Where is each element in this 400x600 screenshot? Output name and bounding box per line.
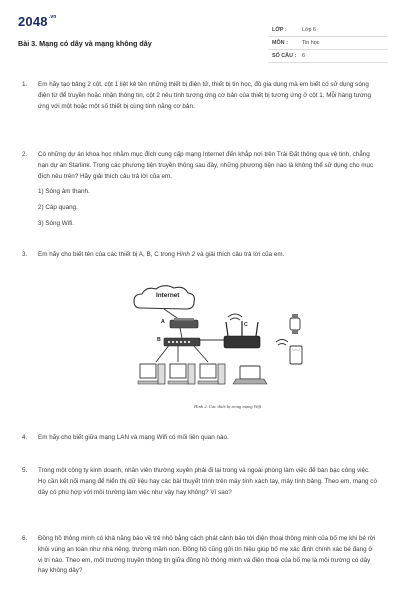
question-text: Có những dự án khoa học nhằm mục đích cung cấp mạng Internet đến khắp nơi trên Trái Đất thông qua vệ tinh, chẳng hạn dự án Starlink. Trong các phương tiện truyền thông sau đây, những phương tiện nào là không thể sử dụng cho mục đích nêu trên? Hãy giải thích câu trả lời của em. (38, 151, 374, 180)
label-a: A (161, 319, 165, 325)
figure-reference: Hình 2 (176, 251, 196, 258)
question-text-part: Em hãy cho biết tên của các thiết bị A, B, C trong (38, 251, 177, 258)
cable-lines (156, 309, 232, 362)
meta-row-class (268, 24, 388, 37)
meta-label: SỐ CÂU : (272, 53, 297, 59)
smartphone-icon (290, 346, 302, 364)
meta-value: 6 (302, 53, 305, 59)
meta-table (268, 24, 388, 63)
device-b-switch-icon (164, 338, 200, 346)
question-text: Em hãy cho biết giữa mạng LAN và mạng Wifi có mối liên quan nào. (38, 434, 229, 441)
question-text: Trong một công ty kinh doanh, nhân viên thường xuyên phải đi lại trong và ngoài phòng làm việc để bàn bạc công việc. Họ cần kết nối mạng để hiển thị dữ liệu hay các bài thuyết trình trên máy tính xách tay, máy tính bảng. Theo em, mạng có dây có phù hợp với môi trường làm việc như vậy hay không? Vì sao? (38, 467, 377, 496)
label-c: C (244, 322, 248, 328)
meta-value: Lớp 6 (302, 27, 317, 33)
network-diagram (120, 282, 320, 416)
answer-option: 1) Sóng âm thanh. (38, 188, 90, 196)
question-number: 2. (22, 151, 28, 158)
header (18, 14, 384, 58)
answer-option: 2) Cáp quang. (38, 204, 78, 212)
figure-caption: Hình 2. Các thiết bị trong mạng Wifi (194, 404, 262, 409)
logo-text: 2048 (18, 14, 48, 29)
smartwatch-icon (290, 314, 300, 334)
logo-domain: .vn (48, 14, 57, 20)
meta-row-count (268, 50, 388, 63)
device-a-modem-icon (170, 318, 198, 328)
question-text (38, 250, 378, 261)
desktop-computer-icon (138, 364, 165, 384)
question-number: 4. (22, 434, 28, 441)
network-figure (120, 282, 320, 416)
site-logo[interactable] (18, 14, 57, 29)
meta-row-subject (268, 37, 388, 50)
question-body (38, 150, 378, 230)
meta-label: MÔN : (272, 40, 288, 46)
desktop-computer-icon (198, 364, 225, 384)
question-number: 6. (22, 535, 28, 542)
device-c-router-icon (224, 321, 260, 348)
internet-label: Internet (156, 292, 180, 299)
meta-value: Tin học (302, 40, 320, 46)
question-text: Đồng hồ thông minh có khả năng báo về trẻ nhỏ bằng cách phát cảnh báo tới điện thoại thông minh của bố mẹ khi bé rời khỏi vùng an toàn như nhà riêng, trường mầm non. Đồng hồ cũng gửi tín hiệu giúp bố mẹ xác định chính xác bé đang ở vị trí nào. Theo em, môi trường truyền thông tin giữa đồng hồ thông minh và điện thoại của bố mẹ là môi trường có dây hay không dây? (38, 535, 376, 575)
desktop-computer-icon (168, 364, 195, 384)
question-text: Em hãy tạo bảng 2 cột, cột 1 liệt kê tên những thiết bị điện tử, thiết bị tin học, đồ gia dụng mà em biết có sử dụng sóng điện từ để truyền hoặc nhận thông tin, cột 2 nêu tính tương ứng cơ bản của thiết bị tương ứng ở cột 1. Mỗi hàng tương ứng với một hoặc một số thiết bị cùng tính năng cơ bản. (38, 81, 372, 110)
lesson-title: Bài 3. Mạng có dây và mạng không dây (18, 39, 152, 48)
label-b: B (157, 337, 161, 343)
question-number: 1. (22, 81, 28, 88)
question-number: 5. (22, 467, 28, 474)
laptop-icon (233, 366, 267, 384)
answer-option: 3) Sóng Wifi. (38, 219, 75, 227)
question-text-part: và giải thích câu trả lời của em. (195, 251, 285, 258)
meta-label: LỚP : (272, 27, 287, 33)
question-number: 3. (22, 251, 28, 258)
